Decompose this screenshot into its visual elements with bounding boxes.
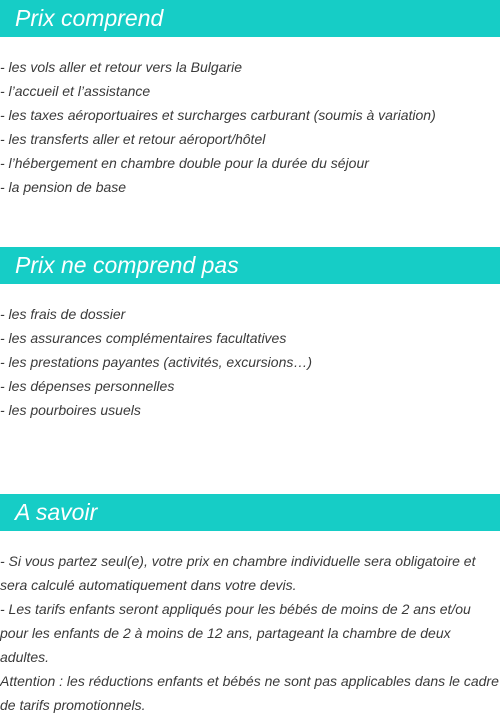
section-a-savoir — [0, 494, 500, 717]
list-item: - les vols aller et retour vers la Bulgarie — [0, 59, 242, 75]
section-heading-a-savoir: A savoir — [0, 494, 500, 531]
note-paragraph: Attention : les réductions enfants et bébés ne sont pas applicables dans le cadre de tarifs promotionnels. — [0, 673, 499, 713]
note-paragraph: - Si vous partez seul(e), votre prix en chambre individuelle sera obligatoire et sera calculé automatiquement dans votre devis. — [0, 553, 476, 593]
list-item: - l’accueil et l’assistance — [0, 83, 151, 99]
list-item: - les pourboires usuels — [0, 402, 141, 418]
section-heading-prix-comprend: Prix comprend — [0, 0, 500, 37]
notes-block — [0, 549, 500, 717]
list-item: - l’hébergement en chambre double pour la durée du séjour — [0, 155, 369, 171]
section-prix-ne-comprend-pas — [0, 247, 500, 422]
list-item: - les assurances complémentaires facultatives — [0, 330, 287, 346]
section-prix-comprend — [0, 0, 500, 199]
list-item: - les prestations payantes (activités, excursions…) — [0, 354, 313, 370]
section-heading-prix-ne-comprend-pas: Prix ne comprend pas — [0, 247, 500, 284]
list-item: - la pension de base — [0, 179, 127, 195]
list-item: - les transferts aller et retour aéroport/hôtel — [0, 131, 266, 147]
note-paragraph: - Les tarifs enfants seront appliqués pour les bébés de moins de 2 ans et/ou pour les enfants de 2 à moins de 12 ans, partageant la chambre de deux adultes. — [0, 601, 471, 665]
list-item: - les dépenses personnelles — [0, 378, 175, 394]
included-list — [0, 55, 500, 199]
excluded-list — [0, 302, 500, 422]
list-item: - les taxes aéroportuaires et surcharges carburant (soumis à variation) — [0, 107, 436, 123]
list-item: - les frais de dossier — [0, 306, 126, 322]
